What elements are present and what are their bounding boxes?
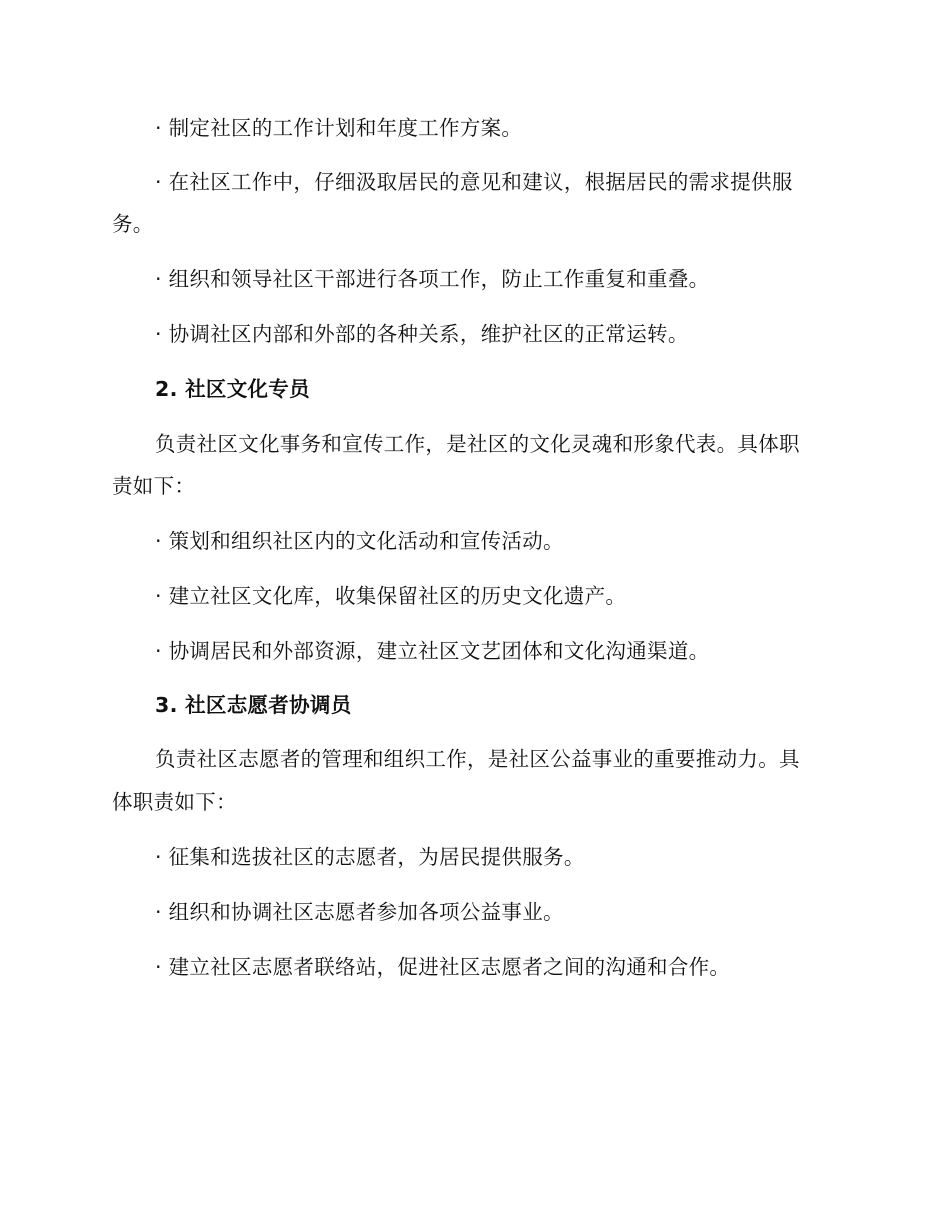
bullet-item: · 协调社区内部和外部的各种关系，维护社区的正常运转。 — [155, 322, 689, 346]
bullet-item: · 策划和组织社区内的文化活动和宣传活动。 — [155, 529, 564, 553]
bullet-item: · 建立社区志愿者联络站，促进社区志愿者之间的沟通和合作。 — [155, 955, 731, 979]
section-heading: 3. 社区志愿者协调员 — [155, 693, 352, 717]
bullet-item: · 建立社区文化库，收集保留社区的历史文化遗产。 — [155, 584, 627, 608]
bullet-item: · 制定社区的工作计划和年度工作方案。 — [155, 116, 523, 140]
bullet-item: · 征集和选拔社区的志愿者，为居民提供服务。 — [155, 845, 585, 869]
bullet-item-continuation: 务。 — [112, 212, 154, 236]
paragraph-line: 体职责如下： — [112, 790, 237, 814]
paragraph-line: 责如下： — [112, 474, 196, 498]
bullet-item: · 在社区工作中，仔细汲取居民的意见和建议，根据居民的需求提供服 — [155, 170, 793, 194]
bullet-item: · 组织和领导社区干部进行各项工作，防止工作重复和重叠。 — [155, 267, 710, 291]
bullet-item: · 组织和协调社区志愿者参加各项公益事业。 — [155, 900, 564, 924]
bullet-item: · 协调居民和外部资源，建立社区文艺团体和文化沟通渠道。 — [155, 639, 710, 663]
paragraph-line: 负责社区志愿者的管理和组织工作，是社区公益事业的重要推动力。具 — [155, 747, 800, 771]
paragraph-line: 负责社区文化事务和宣传工作，是社区的文化灵魂和形象代表。具体职 — [155, 432, 800, 456]
section-heading: 2. 社区文化专员 — [155, 377, 310, 401]
